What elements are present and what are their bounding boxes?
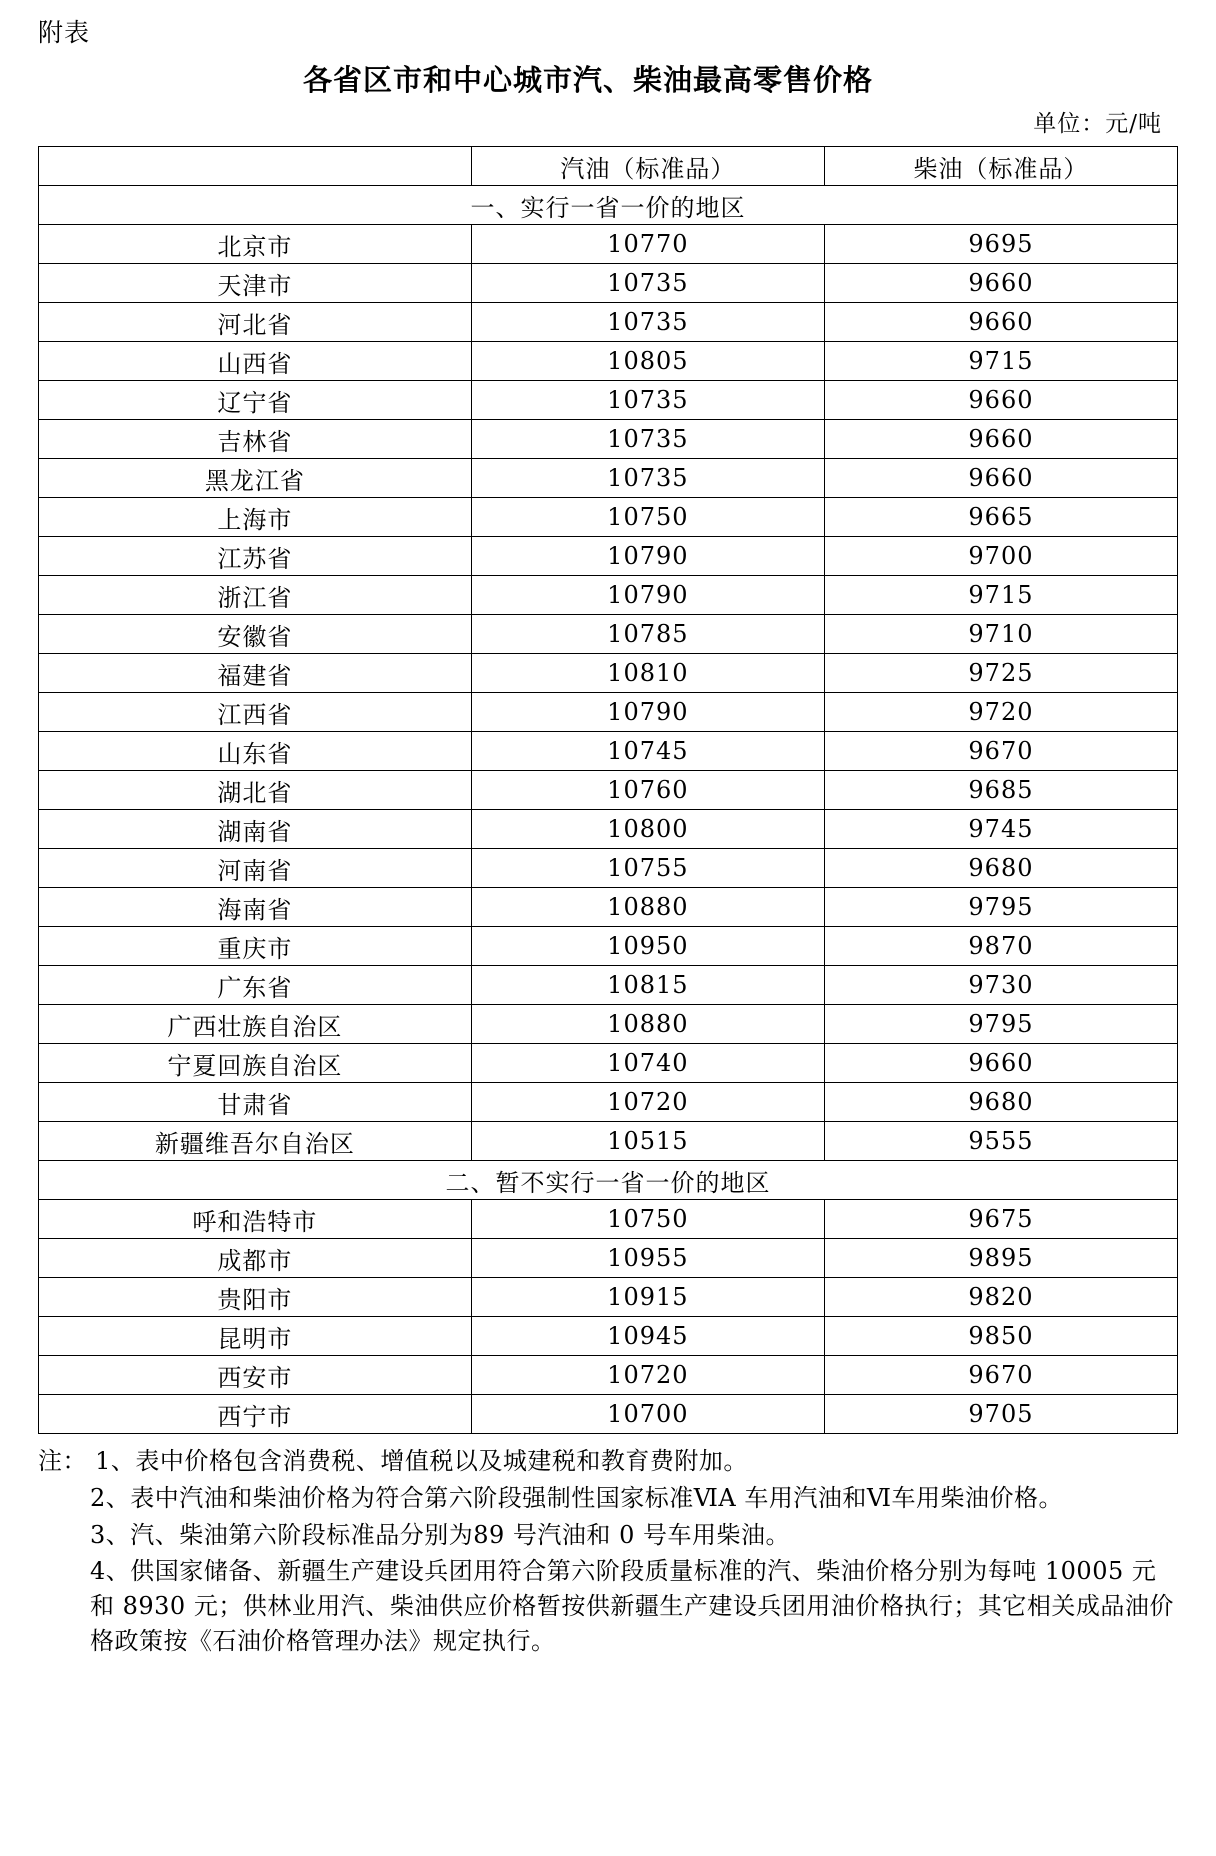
diesel-price: 9680 <box>824 849 1177 888</box>
table-row <box>39 381 1178 420</box>
notes-section <box>38 1444 1178 1659</box>
diesel-price: 9700 <box>824 537 1177 576</box>
diesel-price: 9695 <box>824 225 1177 264</box>
gasoline-price: 10800 <box>471 810 824 849</box>
section-header-row <box>39 186 1178 225</box>
note-item-2: 2、表中汽油和柴油价格为符合第六阶段强制性国家标准ⅥA 车用汽油和Ⅵ车用柴油价格。 <box>90 1483 1064 1512</box>
section-header-row <box>39 1161 1178 1200</box>
region-name: 山西省 <box>39 342 472 381</box>
table-row <box>39 420 1178 459</box>
table-row <box>39 459 1178 498</box>
diesel-price: 9660 <box>824 459 1177 498</box>
diesel-price: 9710 <box>824 615 1177 654</box>
gasoline-price: 10735 <box>471 420 824 459</box>
page-title: 各省区市和中心城市汽、柴油最高零售价格 <box>302 63 873 97</box>
gasoline-price: 10880 <box>471 1005 824 1044</box>
table-row <box>39 849 1178 888</box>
region-name: 河北省 <box>39 303 472 342</box>
column-header-region <box>39 147 472 186</box>
region-name: 福建省 <box>39 654 472 693</box>
gasoline-price: 10790 <box>471 576 824 615</box>
diesel-price: 9555 <box>824 1122 1177 1161</box>
diesel-price: 9675 <box>824 1200 1177 1239</box>
region-name: 黑龙江省 <box>39 459 472 498</box>
table-row <box>39 927 1178 966</box>
region-name: 成都市 <box>39 1239 472 1278</box>
table-row <box>39 888 1178 927</box>
region-name: 辽宁省 <box>39 381 472 420</box>
gasoline-price: 10750 <box>471 498 824 537</box>
diesel-price: 9720 <box>824 693 1177 732</box>
table-row <box>39 1005 1178 1044</box>
diesel-price: 9660 <box>824 303 1177 342</box>
table-row <box>39 1317 1178 1356</box>
gasoline-price: 10745 <box>471 732 824 771</box>
note-item-4: 4、供国家储备、新疆生产建设兵团用符合第六阶段质量标准的汽、柴油价格分别为每吨 10005 元和 8930 元；供林业用汽、柴油供应价格暂按供新疆生产建设兵团用油价格执行；其它相关成品油价格政策按《石油价格管理办法》规定执行。 <box>90 1557 1174 1655</box>
diesel-price: 9850 <box>824 1317 1177 1356</box>
gasoline-price: 10515 <box>471 1122 824 1161</box>
table-row <box>39 1356 1178 1395</box>
table-row <box>39 1395 1178 1434</box>
diesel-price: 9660 <box>824 420 1177 459</box>
region-name: 西安市 <box>39 1356 472 1395</box>
region-name: 湖北省 <box>39 771 472 810</box>
table-row <box>39 771 1178 810</box>
region-name: 昆明市 <box>39 1317 472 1356</box>
column-header-diesel: 柴油（标准品） <box>824 147 1177 186</box>
gasoline-price: 10950 <box>471 927 824 966</box>
gasoline-price: 10735 <box>471 381 824 420</box>
diesel-price: 9715 <box>824 576 1177 615</box>
diesel-price: 9870 <box>824 927 1177 966</box>
gasoline-price: 10815 <box>471 966 824 1005</box>
region-name: 北京市 <box>39 225 472 264</box>
region-name: 天津市 <box>39 264 472 303</box>
region-name: 江西省 <box>39 693 472 732</box>
gasoline-price: 10755 <box>471 849 824 888</box>
diesel-price: 9660 <box>824 264 1177 303</box>
diesel-price: 9795 <box>824 1005 1177 1044</box>
region-name: 山东省 <box>39 732 472 771</box>
diesel-price: 9665 <box>824 498 1177 537</box>
diesel-price: 9685 <box>824 771 1177 810</box>
table-row <box>39 303 1178 342</box>
gasoline-price: 10720 <box>471 1083 824 1122</box>
region-name: 湖南省 <box>39 810 472 849</box>
table-row <box>39 966 1178 1005</box>
gasoline-price: 10790 <box>471 693 824 732</box>
region-name: 浙江省 <box>39 576 472 615</box>
diesel-price: 9895 <box>824 1239 1177 1278</box>
gasoline-price: 10785 <box>471 615 824 654</box>
gasoline-price: 10735 <box>471 303 824 342</box>
gasoline-price: 10790 <box>471 537 824 576</box>
table-row <box>39 576 1178 615</box>
table-row <box>39 1278 1178 1317</box>
gasoline-price: 10750 <box>471 1200 824 1239</box>
note-item-1: 注： 1、表中价格包含消费税、增值税以及城建税和教育费附加。 <box>38 1447 748 1475</box>
gasoline-price: 10805 <box>471 342 824 381</box>
region-name: 呼和浩特市 <box>39 1200 472 1239</box>
diesel-price: 9660 <box>824 381 1177 420</box>
region-name: 宁夏回族自治区 <box>39 1044 472 1083</box>
gasoline-price: 10915 <box>471 1278 824 1317</box>
gasoline-price: 10880 <box>471 888 824 927</box>
attachment-label: 附表 <box>38 18 91 47</box>
table-row <box>39 1200 1178 1239</box>
gasoline-price: 10740 <box>471 1044 824 1083</box>
diesel-price: 9705 <box>824 1395 1177 1434</box>
table-row <box>39 342 1178 381</box>
gasoline-price: 10770 <box>471 225 824 264</box>
diesel-price: 9820 <box>824 1278 1177 1317</box>
table-row <box>39 1122 1178 1161</box>
diesel-price: 9680 <box>824 1083 1177 1122</box>
diesel-price: 9670 <box>824 1356 1177 1395</box>
region-name: 江苏省 <box>39 537 472 576</box>
note-item-3: 3、汽、柴油第六阶段标准品分别为89 号汽油和 0 号车用柴油。 <box>90 1520 790 1549</box>
table-row <box>39 264 1178 303</box>
table-row <box>39 1239 1178 1278</box>
diesel-price: 9715 <box>824 342 1177 381</box>
region-name: 西宁市 <box>39 1395 472 1434</box>
region-name: 广东省 <box>39 966 472 1005</box>
region-name: 甘肃省 <box>39 1083 472 1122</box>
column-header-gasoline: 汽油（标准品） <box>471 147 824 186</box>
table-body <box>39 186 1178 1434</box>
gasoline-price: 10760 <box>471 771 824 810</box>
table-row <box>39 693 1178 732</box>
table-row <box>39 498 1178 537</box>
table-row <box>39 732 1178 771</box>
diesel-price: 9670 <box>824 732 1177 771</box>
gasoline-price: 10700 <box>471 1395 824 1434</box>
unit-label: 单位：元/吨 <box>1033 111 1162 137</box>
region-name: 安徽省 <box>39 615 472 654</box>
diesel-price: 9660 <box>824 1044 1177 1083</box>
table-row <box>39 537 1178 576</box>
region-name: 河南省 <box>39 849 472 888</box>
region-name: 上海市 <box>39 498 472 537</box>
region-name: 贵阳市 <box>39 1278 472 1317</box>
table-header <box>39 147 1178 186</box>
gasoline-price: 10735 <box>471 264 824 303</box>
table-header-row <box>39 147 1178 186</box>
table-row <box>39 1044 1178 1083</box>
region-name: 重庆市 <box>39 927 472 966</box>
gasoline-price: 10810 <box>471 654 824 693</box>
section-title: 一、实行一省一价的地区 <box>39 186 1178 225</box>
table-row <box>39 615 1178 654</box>
section-title: 二、暂不实行一省一价的地区 <box>39 1161 1178 1200</box>
gasoline-price: 10945 <box>471 1317 824 1356</box>
region-name: 海南省 <box>39 888 472 927</box>
region-name: 广西壮族自治区 <box>39 1005 472 1044</box>
table-row <box>39 225 1178 264</box>
gasoline-price: 10735 <box>471 459 824 498</box>
diesel-price: 9795 <box>824 888 1177 927</box>
gasoline-price: 10720 <box>471 1356 824 1395</box>
diesel-price: 9730 <box>824 966 1177 1005</box>
gasoline-price: 10955 <box>471 1239 824 1278</box>
diesel-price: 9725 <box>824 654 1177 693</box>
table-row <box>39 654 1178 693</box>
region-name: 吉林省 <box>39 420 472 459</box>
diesel-price: 9745 <box>824 810 1177 849</box>
region-name: 新疆维吾尔自治区 <box>39 1122 472 1161</box>
price-table <box>38 146 1178 1434</box>
table-row <box>39 1083 1178 1122</box>
table-row <box>39 810 1178 849</box>
